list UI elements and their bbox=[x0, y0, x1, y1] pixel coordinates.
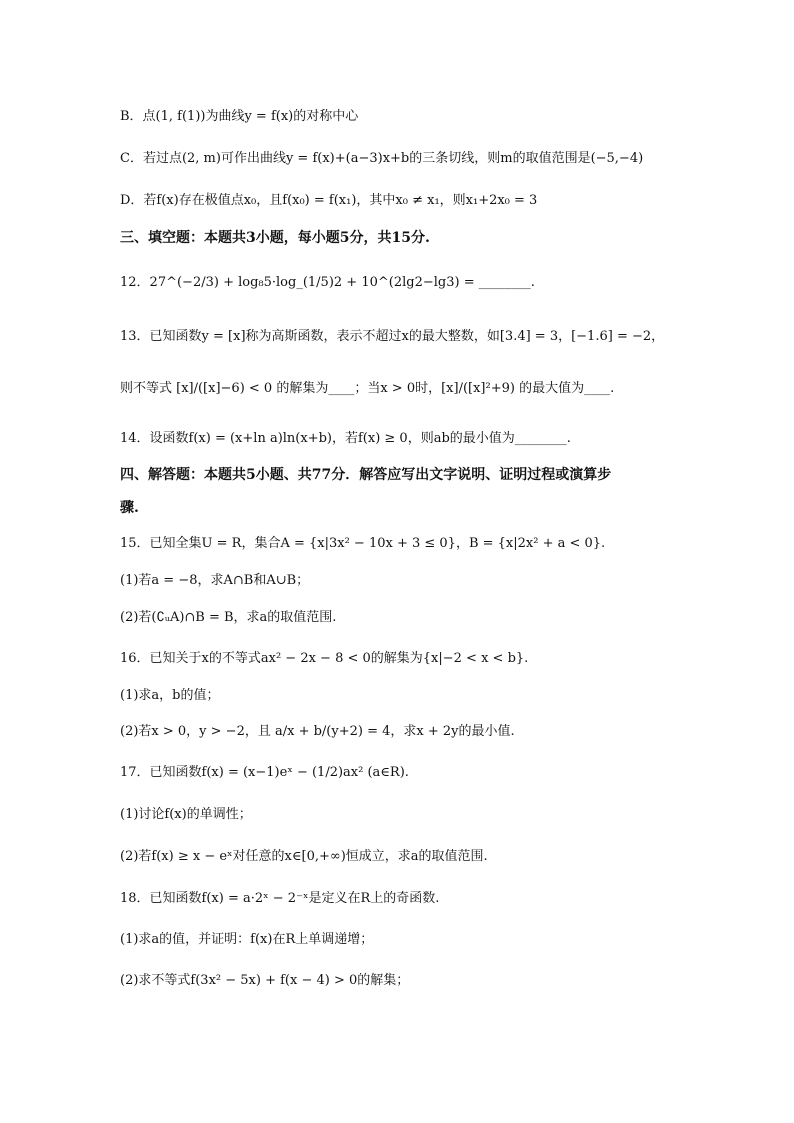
question-13-body: 则不等式 [x]/([x]−6) < 0 的解集为____；当x > 0时，[x]/([x]²+9) 的最大值为____. bbox=[120, 381, 615, 396]
question-14: 14．设函数f(x) = (x+ln a)ln(x+b)，若f(x) ≥ 0，则ab的最小值为________. bbox=[120, 431, 571, 446]
question-16: 16．已知关于x的不等式ax² − 2x − 8 < 0的解集为{x|−2 < x < b}. bbox=[120, 651, 529, 666]
question-18: 18．已知函数f(x) = a·2ˣ − 2⁻ˣ是定义在R上的奇函数. bbox=[120, 891, 440, 906]
question-13-intro: 13．已知函数y = [x]称为高斯函数，表示不超过x的最大整数，如[3.4] = 3，[−1.6] = −2， bbox=[120, 329, 665, 344]
question-17: 17．已知函数f(x) = (x−1)eˣ − (1/2)ax² (a∈R). bbox=[120, 765, 409, 780]
question-15: 15．已知全集U = R，集合A = {x|3x² − 10x + 3 ≤ 0}，B = {x|2x² + a < 0}. bbox=[120, 536, 606, 551]
question-12: 12．27^(−2/3) + log₈5·log_(1/5)2 + 10^(2lg2−lg3) = ________. bbox=[120, 275, 535, 290]
question-18-part-1: (1)求a的值，并证明：f(x)在R上单调递增； bbox=[120, 932, 374, 947]
section-4-heading-cont: 骤. bbox=[120, 500, 139, 516]
option-c: C．若过点(2, m)可作出曲线y = f(x)+(a−3)x+b的三条切线，则m的取值范围是(−5,−4) bbox=[120, 151, 644, 166]
question-16-part-2: (2)若x > 0，y > −2，且 a/x + b/(y+2) = 4，求x + 2y的最小值. bbox=[120, 724, 515, 739]
section-3-heading: 三、填空题：本题共3小题，每小题5分，共15分. bbox=[120, 230, 430, 246]
question-15-part-2: (2)若(∁ᵤA)∩B = B，求a的取值范围. bbox=[120, 610, 337, 625]
question-17-part-2: (2)若f(x) ≥ x − eˣ对任意的x∈[0,+∞)恒成立，求a的取值范围. bbox=[120, 849, 488, 864]
section-4-heading: 四、解答题：本题共5小题、共77分．解答应写出文字说明、证明过程或演算步 bbox=[120, 467, 612, 483]
question-17-part-1: (1)讨论f(x)的单调性； bbox=[120, 807, 252, 822]
option-d: D．若f(x)存在极值点x₀，且f(x₀) = f(x₁)，其中x₀ ≠ x₁，则x₁+2x₀ = 3 bbox=[120, 193, 538, 208]
question-16-part-1: (1)求a，b的值； bbox=[120, 688, 220, 703]
question-15-part-1: (1)若a = −8，求A∩B和A∪B； bbox=[120, 573, 310, 588]
question-18-part-2: (2)求不等式f(3x² − 5x) + f(x − 4) > 0的解集； bbox=[120, 973, 410, 988]
option-b: B．点(1, f(1))为曲线y = f(x)的对称中心 bbox=[120, 109, 359, 124]
